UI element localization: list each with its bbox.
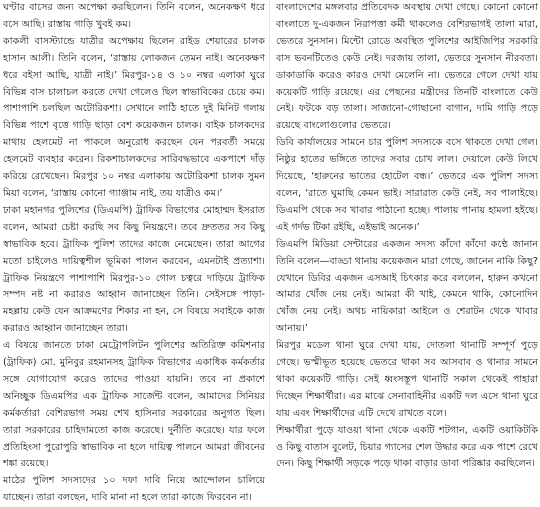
column-divider bbox=[269, 0, 270, 440]
article-paragraph: বাংলাদেশের মঙ্গলবার প্রতিবেদক অবস্থায় দেখা গেছে। কোনো কোনো বাংলাতে দু-একজন নিরাপত্তা কর্মী থাকলেও বেশিরভাগই তালা মারা, ভেতরে সুনসান। মিন্টো রোডে অবস্থিত পুলিশের আইজিপির সরকারি বাস ভবনটিতেও কেউ নেই। দরজায় তালা, ভেতরে সুনসান নীরবতা। ডাকাডাকি করেও কারও দেখা মেলেনি না। ভেতরে গেলে দেখা যায় কয়েকটি গাড়ি রয়েছে। এর পেছনের মন্ত্রীদের তিনটি বাংলাতে কেউ নেই। ফটকে বড় তালা। সাজানো-গোছানো বাগান, দামি গাড়ি পড়ে রয়েছে বাংলোগুলোর ভেতরে। bbox=[276, 2, 538, 132]
article-paragraph: মাঠের পুলিশ সদস্যদের ১০ দফা দাবি নিয়ে আন্দোলন চালিয়ে যাচ্ছেন। তারা বলছেন, দাবি মানা না হলে তারা কাজে ফিরবেন না। bbox=[3, 475, 265, 504]
article-paragraph: শিক্ষার্থীরা পুড়ে যাওয়া থানা থেকে একটি শটগান, একটি ওয়াকিটকি ও কিছু বাতাস বুলেট, চিয়ার গ্যাসের শেল উদ্ধার করে এক পাশে রেখে দেন। কিছু শিক্ষার্থী সড়কে পড়ে থাকা বাড়ার ডাবা পরিষ্কার করছিলেন। bbox=[276, 424, 538, 470]
article-paragraph: ঘণ্টার বাসের জন্য অপেক্ষা করছিলেন। তিনি বলেন, অনেকক্ষণ ধরে বসে আছি। রাস্তায় গাড়ি খুবই কম। bbox=[3, 2, 265, 30]
article-column-right bbox=[276, 0, 538, 470]
article-paragraph: ঢাকা মহানগর পুলিশের (ডিএমপি) ট্রাফিক বিভাগের মোহাম্মদ ইসরাত বলেন, আমরা চেষ্টা করছি সব কিছু নিয়ন্ত্রণে। তবে দ্রুততর সব কিছু স্বাভাবিক হবে। ট্রাফিক পুলিশ তাদের কাজে নেমেছেন। তারা আগের মতো চাইলেও দায়িত্বশীল ভূমিকা পালন করবেন, এমনটাই প্রত্যাশা। ট্রাফিক নিয়ন্ত্রণে পাশাপাশি মিরপুর-১০ গোল চত্বরে দাড়িয়ে ট্রাফিক সম্পদ নষ্ট না করারও আহ্বান জানাচ্ছেন তিনি। সেইসঙ্গে পাড়া-মহল্লায় কেউ যেন আক্রমণের শিকার না হন, সে বিষয়ে সবাইকে কাজ করারও আহ্বান জানাচ্ছেন তারা। bbox=[3, 204, 265, 335]
article-paragraph: কাকলী বাসস্ট্যান্ডে যাত্রীর অপেক্ষায় ছিলেন রাইড শেয়ারের চালক হাসান আলী। তিনি বলেন, ‘রাস্তায় লোকজন তেমন নাই। অনেকক্ষণ ধরে বইসা আছি, যাত্রী নাই।’ মিরপুর-১৪ ও ১০ নম্বর এলাকা ঘুরে বিভিন্ন বাস চালাচল করতে দেখা গেলেও ছিল স্বাভাবিকের চেয়ে কম। পাশাপাশি চলছিল অটোরিকশা। সেখানে লাঠি হাতে দুই মিনিট গলায় বিভিন্ন পাশে বৃত্তে গাড়ি ছাড়া বেশ কয়েকজন চালক। বাইক চালকদের মাথায় হেলমেট না পাকলে অনুরোধ করছেন যেন পরবর্তী সময়ে হেলমেট ব্যবহার করেন। রিকশাচালকদের সারিবদ্ধভাবে একপাশে দাঁড় করিয়ে রেখেছেন। মিরপুর ১০ নম্বর এলাকায় অটোরিকশা চালক সুমন মিয়া বলেন, ‘রাস্তায় কোনো গ্যাঞ্জাম নাই, তয় যাত্রীও কম।’ bbox=[3, 35, 265, 199]
article-paragraph: ডিএমপি মিডিয়া সেন্টারের একজন সদস্য কাঁদো কাঁদো কণ্ঠে জানান তিনি বলেন—বাড্ডা থানায় কয়েকজন মারা গেছে, জানেন নাকি কিছু? যেখানে ডিবির একজন এসআই চিৎকার করে বললেন, হারুন কখনো আমার খোঁজ নেয় নেই। আমরা কী খাই, কেমনে থাকি, কোনোদিন খোঁজ নেয় নেই। অথচ নায়িকারা আইলে ও শেরাটন থেকে খাবার আনায়।’ bbox=[276, 238, 538, 335]
article-paragraph: ডিবি কার্যালয়ের সামনে চার পুলিশ সদস্যকে বসে থাকতে দেখা গেল। নিষ্ঠুর হাতের ভঙ্গিতে তাদের সবার চোখ লাল। দেয়ালে কেউ লিখে দিয়েছে, ‘হারুনের ভাতের হোটেল বন্ধ।’ ভেতরে এক পুলিশ সদস্য বলেন, ‘রাতে ঘুমাছি কেমন ভাই। সারারাত কেউ নেই, সব পালাইছে। ডিএমপি থেকে সব খাবার পাঠানো হচ্ছে। পালায় পানায় হামলা হইছে। এই গর্দভ টিকা রইছি, এইভাই অনেক।’ bbox=[276, 137, 538, 233]
article-column-left bbox=[3, 0, 265, 504]
article-paragraph: মিরপুর মডেল থানা ঘুরে দেখা যায়, দোতলা থানাটি সম্পূর্ণ পুড়ে গেছে। ভস্মীভূত হয়েছে ভেতরে থাকা সব আসবাব ও থানার সামনে থাকা কয়েকটি গাড়ি। সেই ধ্বংসস্তূপ থানাটি সকাল থেকেই পাহারা দিচ্ছেন শিক্ষার্থীরা। এর মাঝে সেনাবাহিনীর একটি দল এসে থানা ঘুরে যায় এবং শিক্ষার্থীদের এটি দেখে রাখতে বলে। bbox=[276, 340, 538, 419]
article-paragraph: এ বিষয়ে জানতে ঢাকা মেট্রোপলিটন পুলিশের অতিরিক্ত কমিশনার (ট্রাফিক) মো. মুনিবুর রহমানসহ ট্রাফিক বিভাগের একাধিক কর্মকর্তার সঙ্গে যোগাযোগ করেও তাদের পাওয়া যায়নি। তবে না প্রকাশে অনিচ্ছুক ডিএমপির এক ট্রাফিক সার্জেন্ট বলেন, আমাদের সিনিয়র কর্মকর্তারা বেশিরভাগ সময় শেখ হাসিনার সরকারের অনুগত ছিল। তারা সরকারের চাহিদামতো কাজ করেছে। দুর্নীতি করেছে। যার ফলে প্রতিহিংসা পুরোপুরি স্বাভাবিক না হলে দায়িত্ব পালনে আমরা জীবনের শঙ্কা রয়েছে। bbox=[3, 340, 265, 470]
